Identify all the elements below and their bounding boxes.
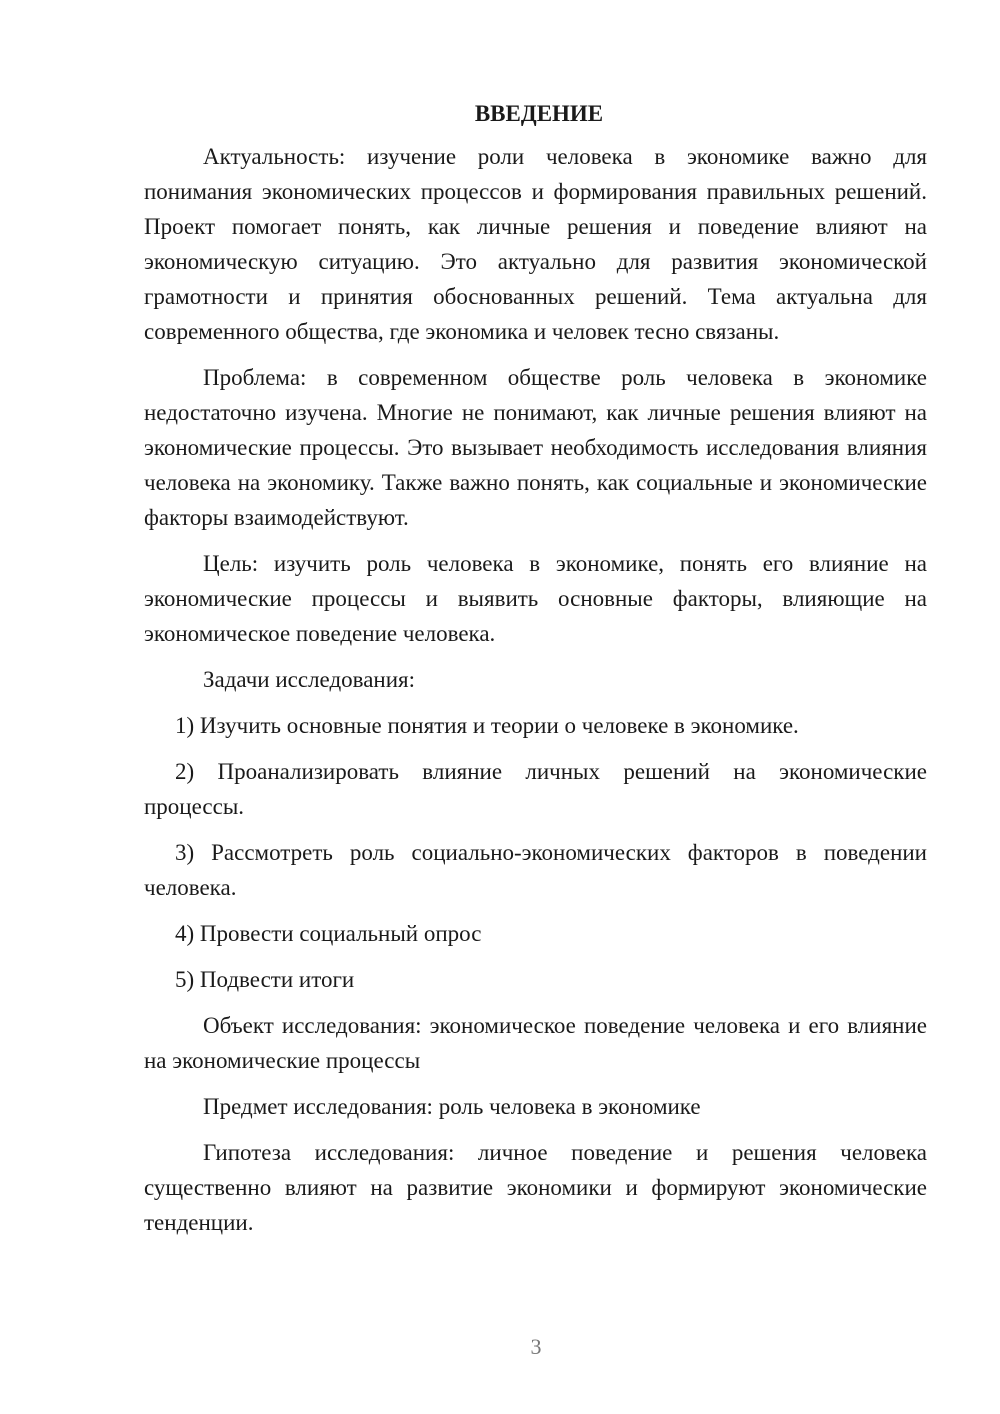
paragraph-subject: Предмет исследования: роль человека в экономике [203, 1094, 701, 1119]
page-number: 3 [530, 1334, 542, 1359]
tasks-heading: Задачи исследования: [203, 667, 416, 692]
paragraph-object: Объект исследования: экономическое поведение человека и его влияние на экономические процессы [144, 1013, 927, 1073]
page-body [144, 96, 927, 1251]
paragraph-relevance: Актуальность: изучение роли человека в экономике важно для понимания экономических процессов и формирования правильных решений. Проект помогает понять, как личные решения и поведение влияют на экономическую ситуацию. Это актуально для развития экономической грамотности и принятия обоснованных решений. Тема актуальна для современного общества, где экономика и человек тесно связаны. [144, 144, 927, 344]
list-item-task-2: 2) Проанализировать влияние личных решений на экономические процессы. [144, 759, 927, 819]
paragraph-goal: Цель: изучить роль человека в экономике, понять его влияние на экономические процессы и выявить основные факторы, влияющие на экономическое поведение человека. [144, 551, 927, 646]
paragraph-hypothesis: Гипотеза исследования: личное поведение и решения человека существенно влияют на развитие экономики и формируют экономические тенденции. [144, 1140, 927, 1235]
list-item-task-3: 3) Рассмотреть роль социально-экономических факторов в поведении человека. [144, 840, 927, 900]
list-item-task-4: 4) Провести социальный опрос [175, 921, 482, 946]
list-item-task-5: 5) Подвести итоги [175, 967, 355, 992]
list-item-task-1: 1) Изучить основные понятия и теории о человеке в экономике. [175, 713, 799, 738]
paragraph-problem: Проблема: в современном обществе роль человека в экономике недостаточно изучена. Многие не понимают, как личные решения влияют на экономические процессы. Это вызывает необходимость исследования влияния человека на экономику. Также важно понять, как социальные и экономические факторы взаимодействуют. [144, 365, 927, 530]
page-title: ВВЕДЕНИЕ [474, 101, 604, 126]
